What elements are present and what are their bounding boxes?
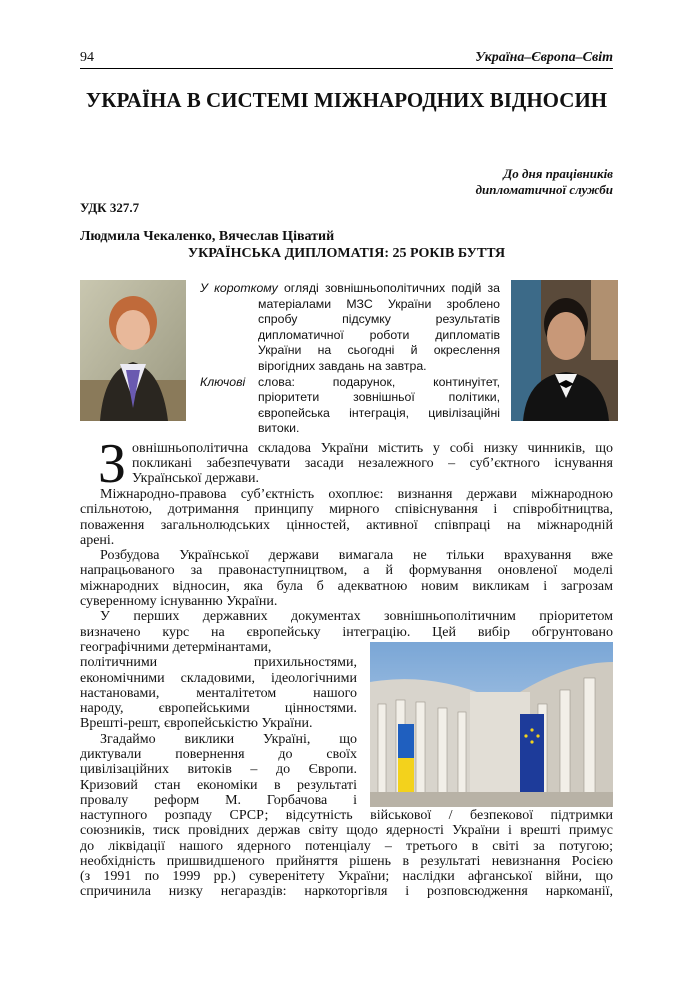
dedication-line-1: До дня працівників bbox=[503, 166, 613, 181]
text-line: суверенному існуванню України. bbox=[80, 594, 278, 610]
text-line: настановами, менталітетом нашого bbox=[80, 685, 357, 701]
text-line: диктували повернення до своїх bbox=[80, 747, 357, 763]
dedication-line-2: дипломатичної служби bbox=[475, 182, 613, 197]
section-title: УКРАЇНА В СИСТЕМІ МІЖНАРОДНИХ ВІДНОСИН bbox=[85, 88, 608, 112]
body-full-bottom bbox=[80, 808, 613, 900]
text-line: міжнародних відносин, яка була б адекватною новим викликам і загрозам bbox=[80, 578, 613, 594]
text-line: Кризовий стан економіки в результаті bbox=[80, 777, 357, 793]
text-line: Врешті-решт, європейськістю України. bbox=[80, 716, 313, 732]
keywords-label: Ключові bbox=[200, 374, 246, 389]
text-line: політичними прихильностями, bbox=[80, 655, 357, 671]
keywords-line: витоки. bbox=[258, 421, 300, 436]
abstract-line: України на сьогодні й окреслення bbox=[258, 343, 500, 358]
text-line: Міжнародно-правова суб’єктність охоплює: визнання держави міжнародною bbox=[100, 487, 613, 502]
drop-cap: З bbox=[98, 433, 127, 495]
author-photo-right bbox=[511, 280, 618, 421]
running-head: Україна–Європа–Світ bbox=[475, 50, 613, 65]
text-line: народу, європейськими цінностями. bbox=[80, 701, 357, 717]
keywords-line: слова: подарунок, континуітет, bbox=[258, 374, 500, 389]
udk-code: УДК 327.7 bbox=[80, 200, 140, 215]
text-line: наступного розпаду СРСР; відсутність військової / безпекової підтримки bbox=[80, 808, 613, 823]
text-line: географічними детермінантами, bbox=[80, 640, 272, 655]
paragraph-1-end bbox=[80, 471, 613, 486]
text-line: Згадаймо виклики Україні, що bbox=[100, 731, 357, 747]
keywords-line: європейська інтеграція, цивілізаційні bbox=[258, 405, 500, 420]
text-line: спільнотою, дотримання принципу мирного співіснування і співробітництва, bbox=[80, 502, 613, 518]
article-title: УКРАЇНСЬКА ДИПЛОМАТІЯ: 25 РОКІВ БУТТЯ bbox=[187, 246, 506, 261]
text-line: Розбудова Української держави вимагала не тільки врахування вже bbox=[100, 548, 613, 564]
abstract-line: огляді зовнішньополітичних подій за bbox=[283, 281, 501, 295]
ministry-building-photo bbox=[370, 642, 613, 807]
body-main bbox=[80, 487, 613, 640]
authors: Людмила Чекаленко, Вячеслав Цiватий bbox=[80, 229, 335, 244]
abstract-line: вірогідних завдань на завтра. bbox=[258, 358, 427, 373]
text-line: покликані забезпечувати засади незалежного – суб’єктного існування bbox=[132, 456, 613, 472]
text-line: арені. bbox=[80, 532, 115, 548]
text-line: визначено курс на європейську інтеграцію. Цей вибір обгрунтовано bbox=[80, 624, 613, 640]
abstract-line: дипломатичної роботи дипломатів bbox=[258, 327, 500, 342]
text-line: овнішньополітична складова України містить у собі низку чинників, що bbox=[132, 441, 613, 456]
text-line: союзників, тиск провідних держав світу щодо ядерності України і врешті примус bbox=[80, 823, 613, 839]
abstract bbox=[200, 281, 500, 437]
header-rule bbox=[80, 68, 613, 69]
abstract-label: У короткому bbox=[200, 281, 278, 295]
text-line: цивілізаційних витоків – до Європи. bbox=[80, 762, 357, 778]
text-line: (з 1991 по 1999 рр.) суверенітету України; наслідки афганської війни, що bbox=[80, 869, 613, 885]
keywords-line: пріоритети зовнішньої політики, bbox=[258, 390, 500, 405]
page-number: 94 bbox=[80, 50, 94, 65]
text-line: до ліквідації нашого ядерного потенціалу – третього в світі за потугою; bbox=[80, 838, 613, 854]
abstract-line: спробу підсумку результатів bbox=[258, 312, 500, 327]
text-line: економічними складовими, ідеологічними bbox=[80, 670, 357, 686]
author-photo-left bbox=[80, 280, 186, 421]
paragraph-1 bbox=[132, 441, 613, 472]
text-line: провалу реформ М. Горбачова і bbox=[80, 792, 357, 808]
text-line: напрацьованого за правонаступництвом, а й формування оновленої моделі bbox=[80, 563, 613, 579]
keywords bbox=[200, 375, 500, 437]
text-line: У перших державних документах зовнішньополітичним пріоритетом bbox=[100, 609, 613, 625]
text-line: спричинила низку негараздів: наркоторгівля і розповсюдження наркоманії, bbox=[80, 884, 613, 900]
text-line: Української держави. bbox=[132, 471, 259, 486]
text-line: поваження загальнолюдських цінностей, активної співпраці на міжнародній bbox=[80, 517, 613, 533]
abstract-line: матеріалами МЗС України зроблено bbox=[258, 296, 500, 311]
body-narrow bbox=[80, 640, 357, 808]
text-line: необхідність пришвидшеного прийняття рішень в результаті невизнання Росією bbox=[80, 853, 613, 869]
